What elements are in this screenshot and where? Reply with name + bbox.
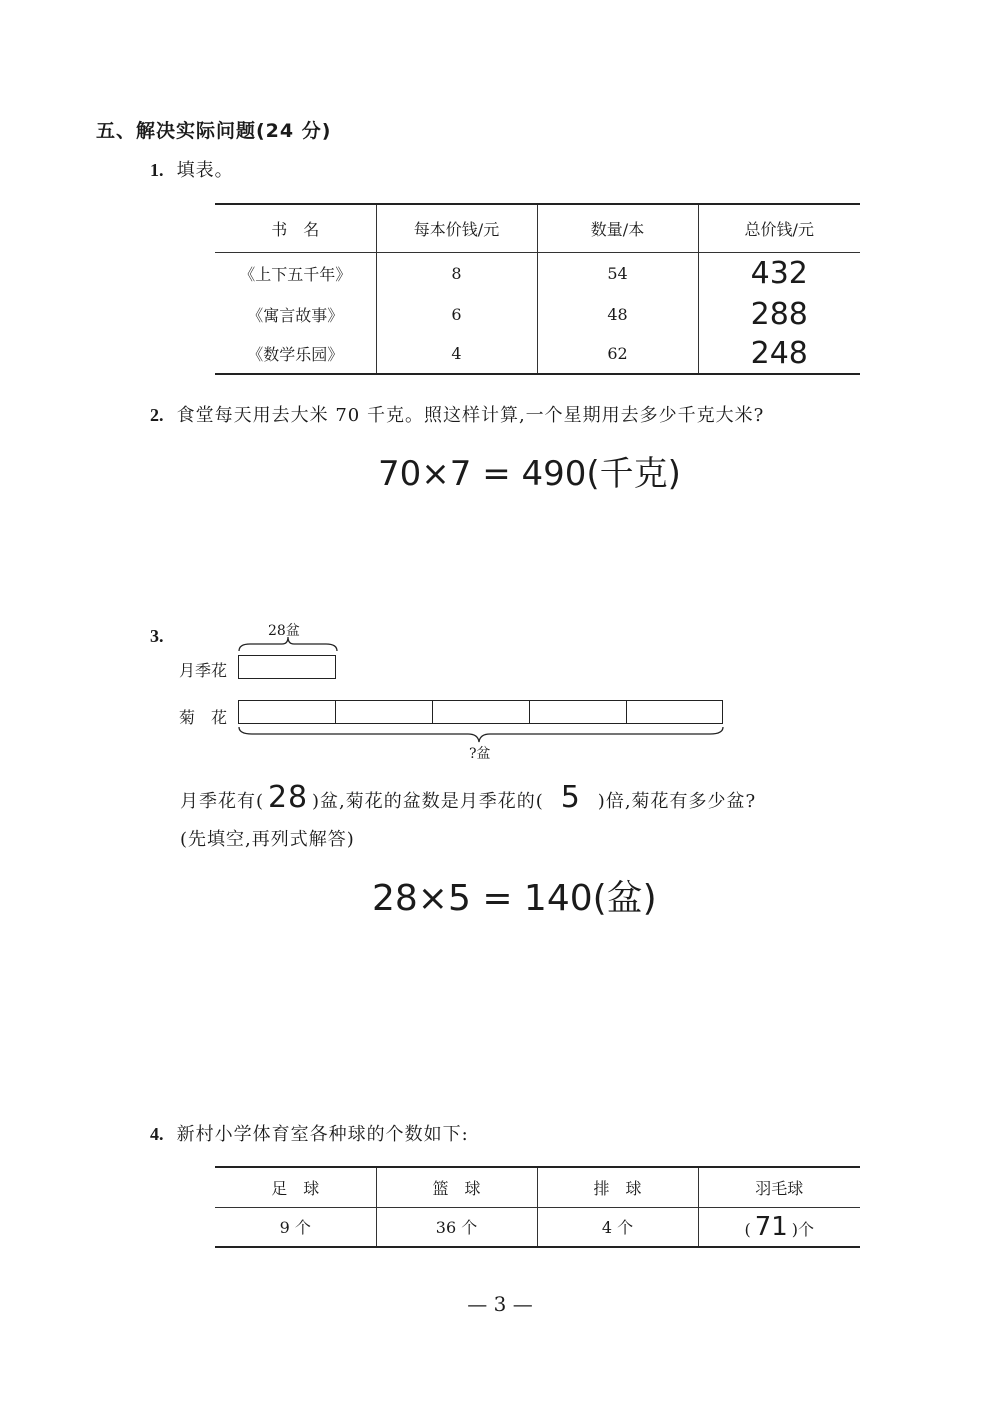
badminton-count xyxy=(698,1207,860,1247)
q1-header-qty: 数量/本 xyxy=(537,204,698,252)
q1-header-price: 每本价钱/元 xyxy=(376,204,537,252)
q4-prompt: 新村小学体育室各种球的个数如下: xyxy=(176,1124,469,1145)
label-total-pots: ?盆 xyxy=(469,746,491,762)
q2-header xyxy=(150,401,764,427)
q3-question-line2: (先填空,再列式解答) xyxy=(180,829,355,850)
table-row xyxy=(215,1207,860,1247)
book-total-answer: 288 xyxy=(698,294,860,334)
q4-number: 4. xyxy=(150,1124,164,1144)
book-name: 《上下五千年》 xyxy=(239,264,352,284)
table-row xyxy=(215,294,860,334)
mum-bar-divider xyxy=(335,701,336,723)
q1-table xyxy=(215,203,860,375)
book-total-answer: 248 xyxy=(698,334,860,374)
q1-header-total: 总价钱/元 xyxy=(698,204,860,252)
q2-prompt: 食堂每天用去大米 70 千克。照这样计算,一个星期用去多少千克大米? xyxy=(176,405,765,426)
mum-label: 菊 花 xyxy=(179,708,228,727)
top-brace xyxy=(238,636,338,652)
book-name: 《寓言故事》 xyxy=(247,305,344,325)
top-brace-path xyxy=(239,637,337,651)
rose-label: 月季花 xyxy=(179,661,228,680)
q3-text-c: )倍,菊花有多少盆? xyxy=(597,791,757,812)
volleyball-count: 4 个 xyxy=(537,1207,698,1247)
q3-fill-rose-count: 28 xyxy=(267,780,309,815)
mum-bar-divider xyxy=(626,701,627,723)
ball-header-volleyball: 排 球 xyxy=(537,1167,698,1207)
mum-bar-divider xyxy=(529,701,530,723)
q1-number: 1. xyxy=(150,160,164,180)
q2-number: 2. xyxy=(150,405,164,425)
ball-header-basketball: 篮 球 xyxy=(376,1167,537,1207)
rose-bar xyxy=(238,655,336,679)
book-price: 6 xyxy=(376,294,537,334)
book-name: 《数学乐园》 xyxy=(215,334,376,374)
q3-fill-multiple: 5 xyxy=(560,780,581,815)
book-qty: 54 xyxy=(537,252,698,294)
q3-question-line1 xyxy=(180,780,756,815)
book-total-answer: 432 xyxy=(698,252,860,294)
section-title: 五、解决实际问题(24 分) xyxy=(96,120,332,142)
ball-header-badminton: 羽毛球 xyxy=(698,1167,860,1207)
bottom-brace-path xyxy=(239,727,723,742)
book-qty: 48 xyxy=(537,294,698,334)
mum-bar-divider xyxy=(432,701,433,723)
book-price: 4 xyxy=(376,334,537,374)
q2-answer: 70×7 = 490(千克) xyxy=(378,454,681,494)
book-qty: 62 xyxy=(537,334,698,374)
label-28-pots: 28盆 xyxy=(268,623,300,639)
q3-answer: 28×5 = 140(盆) xyxy=(372,878,657,919)
badminton-open-paren: ( xyxy=(744,1219,751,1239)
page-number: — 3 — xyxy=(467,1292,533,1316)
table-row xyxy=(215,334,860,374)
q4-table xyxy=(215,1166,860,1248)
q1-prompt: 填表。 xyxy=(176,160,234,181)
ball-header-football: 足 球 xyxy=(215,1167,376,1207)
basketball-count: 36 个 xyxy=(376,1207,537,1247)
table-row xyxy=(215,252,860,294)
q1-header xyxy=(150,156,234,182)
q1-header-name: 书 名 xyxy=(215,204,376,252)
badminton-close-unit: )个 xyxy=(791,1219,815,1239)
book-price: 8 xyxy=(376,252,537,294)
football-count: 9 个 xyxy=(215,1207,376,1247)
q3-text-b: )盆,菊花的盆数是月季花的( xyxy=(312,791,544,812)
q3-number: 3. xyxy=(150,626,164,646)
badminton-fill-answer: 71 xyxy=(754,1211,788,1242)
q3-text-a: 月季花有( xyxy=(180,791,265,812)
mum-bar xyxy=(238,700,723,724)
q4-header xyxy=(150,1120,469,1146)
